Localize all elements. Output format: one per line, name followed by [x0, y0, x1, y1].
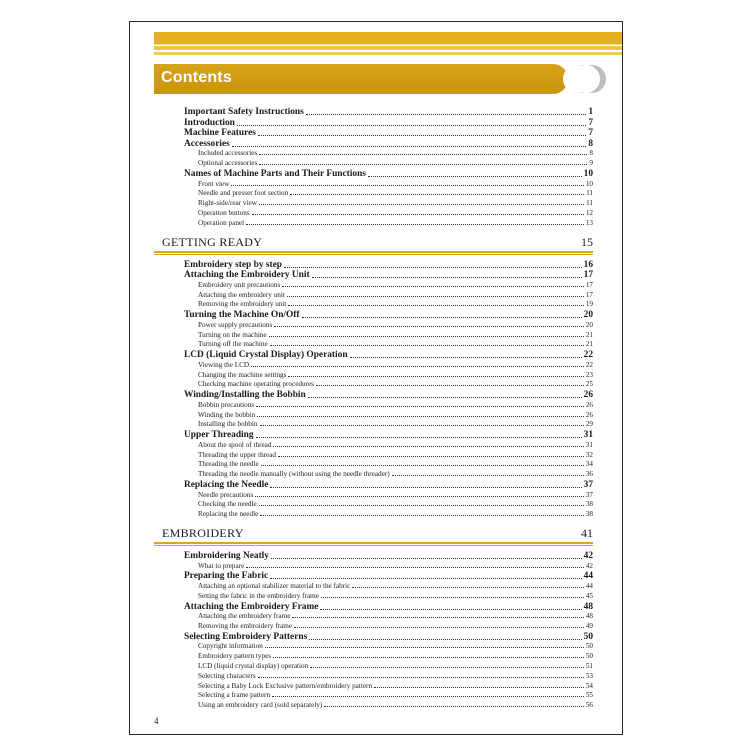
dot-leader [269, 336, 584, 337]
toc-heading-entry[interactable] [184, 390, 593, 401]
toc-entry-page: 26 [583, 390, 593, 401]
toc-entry-title: Replacing the Needle [184, 480, 269, 490]
toc-subentry[interactable] [198, 180, 593, 189]
toc-entry-title: Winding/Installing the Bobbin [184, 390, 306, 401]
section-header [154, 235, 593, 251]
toc-entry-page: 12 [585, 209, 593, 217]
toc-subentry[interactable] [198, 642, 593, 651]
toc-entry-title: Attaching an optional stabilizer material to the fabric [198, 582, 351, 590]
toc-entry-page: 37 [583, 480, 593, 490]
toc-subentry[interactable] [198, 701, 593, 710]
toc-entry-title: Attaching the Embroidery Frame [184, 601, 319, 612]
dot-leader [312, 277, 582, 278]
toc-entry-title: Turning on the machine [198, 330, 267, 339]
toc-entry-page: 19 [585, 300, 593, 309]
dot-leader [270, 487, 581, 488]
toc-entry-page: 31 [583, 430, 593, 441]
toc-entry-page: 53 [585, 671, 593, 680]
toc-entry-title: Winding the bobbin [198, 410, 256, 419]
toc-heading-entry[interactable] [184, 107, 593, 118]
toc-entry-page: 1 [588, 107, 593, 117]
dot-leader [259, 164, 587, 165]
toc-subentry[interactable] [198, 470, 593, 479]
toc-entry-title: Embroidery step by step [184, 259, 283, 270]
toc-entry-page: 10 [583, 169, 593, 179]
toc-entry-title: What to prepare [198, 561, 245, 570]
toc-heading-entry[interactable] [184, 310, 593, 321]
dot-leader [259, 154, 587, 155]
toc-entry-title: Turning off the machine [198, 340, 268, 349]
toc-entry-title: Upper Threading [184, 430, 254, 441]
toc-entry-title: Removing the embroidery frame [198, 622, 293, 630]
toc-entry-page: 42 [585, 561, 593, 570]
toc-subentry[interactable] [198, 672, 593, 681]
toc-entry-title: Selecting a frame pattern [198, 691, 271, 700]
dot-leader [272, 696, 584, 697]
toc-entry-title: Setting the fabric in the embroidery frame [198, 591, 319, 600]
toc-heading-entry[interactable] [184, 632, 593, 643]
page-number: 4 [154, 716, 159, 726]
toc-subentry[interactable] [198, 189, 593, 198]
toc-entry-title: Embroidering Neatly [184, 551, 269, 561]
crescent-ornament [578, 65, 606, 93]
dot-leader [374, 687, 584, 688]
dot-leader [270, 345, 584, 346]
dot-leader [246, 567, 584, 568]
section-header [154, 526, 593, 542]
toc-entry-title: Power supply precautions [198, 320, 273, 329]
section-rule [154, 545, 593, 546]
toc-entry-page: 36 [585, 470, 593, 479]
toc-entry-title: LCD (liquid crystal display) operation [198, 662, 309, 670]
toc-entry-title: Removing the embroidery unit [198, 300, 287, 309]
toc-entry-page: 55 [585, 691, 593, 700]
dot-leader [256, 437, 582, 438]
toc-entry-title: LCD (Liquid Crystal Display) Operation [184, 350, 348, 361]
dot-leader [273, 446, 583, 447]
toc-entry-page: 31 [585, 440, 593, 449]
toc-entry-page: 11 [586, 199, 593, 208]
toc-entry-page: 9 [589, 159, 593, 168]
toc-entry-title: Installing the bobbin [198, 420, 258, 429]
toc-entry-page: 22 [583, 350, 593, 361]
toc-entry-page: 38 [585, 500, 593, 509]
toc-entry-title: Optional accessories [198, 159, 258, 168]
toc-entry-page: 21 [585, 330, 593, 339]
dot-leader [290, 194, 584, 195]
toc-heading-entry[interactable] [184, 118, 593, 129]
dot-leader [255, 496, 584, 497]
toc-heading-entry[interactable] [184, 169, 593, 180]
toc-entry-page: 48 [585, 612, 593, 621]
toc-entry-page: 45 [585, 591, 593, 600]
toc-entry-page: 8 [588, 138, 593, 149]
toc-subentry[interactable] [198, 291, 593, 300]
toc-entry-title: Needle precautions [198, 490, 254, 499]
toc-entry-title: Turning the Machine On/Off [184, 310, 300, 321]
toc-subentry[interactable] [198, 491, 593, 500]
toc-entry-page: 17 [583, 270, 593, 281]
toc-subentry[interactable] [198, 401, 593, 410]
toc-entry-page: 29 [585, 420, 593, 429]
dot-leader [259, 505, 584, 506]
toc-heading-entry[interactable] [184, 602, 593, 613]
dot-leader [288, 376, 583, 377]
toc-entry-title: Embroidery unit precautions [198, 280, 281, 289]
dot-leader [271, 558, 582, 559]
toc-entry-title: Operation buttons [198, 209, 250, 217]
toc-subentry[interactable] [198, 682, 593, 691]
toc-subentry[interactable] [198, 622, 593, 631]
dot-leader [310, 667, 584, 668]
toc-entry-title: Accessories [184, 138, 230, 149]
toc-entry-title: Included accessories [198, 149, 258, 158]
toc-entry-title: Introduction [184, 117, 235, 128]
toc-subentry[interactable] [198, 460, 593, 469]
toc-subentry[interactable] [198, 592, 593, 601]
toc-entry-page: 7 [588, 117, 593, 128]
toc-entry-page: 25 [585, 380, 593, 389]
toc-entry-title: Bobbin precautions [198, 400, 255, 409]
toc-entry-title: Needle and presser foot section [198, 189, 289, 198]
toc-subentry[interactable] [198, 691, 593, 700]
toc-entry-page: 22 [585, 360, 593, 369]
toc-entry-title: Embroidery pattern types [198, 652, 272, 661]
top-decorative-bar [154, 32, 622, 50]
dot-leader [282, 286, 584, 287]
dot-leader [260, 515, 584, 516]
toc-subentry[interactable] [198, 371, 593, 380]
toc-subentry[interactable] [198, 582, 593, 591]
toc-subentry[interactable] [198, 199, 593, 208]
toc-heading-entry[interactable] [184, 270, 593, 281]
toc-entry-title: Replacing the needle [198, 510, 259, 519]
dot-leader [350, 357, 582, 358]
toc-entry-title: Selecting Embroidery Patterns [184, 631, 308, 642]
toc-heading-entry[interactable] [184, 430, 593, 441]
toc-entry-page: 21 [585, 340, 593, 349]
toc-subentry[interactable] [198, 361, 593, 370]
toc-entry-page: 37 [585, 490, 593, 499]
toc-subentry[interactable] [198, 612, 593, 621]
toc-entry-page: 10 [585, 179, 593, 188]
page-title: Contents [161, 69, 232, 86]
dot-leader [294, 627, 584, 628]
dot-leader [258, 135, 586, 136]
dot-leader [252, 214, 584, 215]
toc-entry-title: Threading the upper thread [198, 450, 277, 459]
dot-leader [237, 125, 586, 126]
dot-leader [284, 267, 582, 268]
toc-entry-page: 49 [585, 622, 593, 630]
toc-entry-page: 50 [583, 631, 593, 642]
toc-entry-title: Viewing the LCD [198, 360, 250, 369]
toc-heading-entry[interactable] [184, 260, 593, 271]
toc-entry-title: Preparing the Fabric [184, 571, 269, 582]
toc-subentry[interactable] [198, 420, 593, 429]
toc-subentry[interactable] [198, 500, 593, 509]
toc-entry-page: 56 [585, 701, 593, 710]
manual-page [129, 21, 623, 735]
section-page: 41 [581, 526, 593, 540]
toc-entry-title: Checking the needle [198, 500, 257, 509]
dot-leader [231, 185, 583, 186]
toc-heading-entry[interactable] [184, 571, 593, 582]
toc-entry-page: 32 [585, 450, 593, 459]
dot-leader [368, 176, 582, 177]
dot-leader [258, 677, 584, 678]
toc-subentry[interactable] [198, 441, 593, 450]
toc-entry-page: 42 [583, 551, 593, 561]
toc-subentry[interactable] [198, 331, 593, 340]
toc-entry-title: Attaching the embroidery unit [198, 290, 285, 299]
dot-leader [246, 224, 584, 225]
toc-entry-page: 26 [585, 400, 593, 409]
dot-leader [292, 617, 583, 618]
toc-entry-page: 16 [583, 259, 593, 270]
dot-leader [392, 475, 584, 476]
toc-entry-page: 17 [585, 280, 593, 289]
toc-entry-title: Important Safety Instructions [184, 107, 304, 117]
toc-heading-entry[interactable] [184, 480, 593, 491]
toc-entry-page: 44 [585, 582, 593, 590]
toc-subentry[interactable] [198, 219, 593, 228]
toc-entry-title: Selecting a Baby Lock Exclusive pattern/embroidery pattern [198, 681, 373, 690]
dot-leader [260, 425, 584, 426]
toc-entry-page: 54 [585, 681, 593, 690]
toc-heading-entry[interactable] [184, 551, 593, 562]
toc-heading-entry[interactable] [184, 350, 593, 361]
toc-entry-page: 23 [585, 370, 593, 379]
section-page: 15 [581, 234, 593, 249]
dot-leader [320, 609, 581, 610]
toc-subentry[interactable] [198, 652, 593, 661]
dot-leader [257, 416, 584, 417]
section-rule [154, 542, 593, 544]
toc-entry-page: 11 [586, 189, 593, 198]
dot-leader [306, 114, 587, 115]
toc-entry-title: Checking machine operating procedures [198, 380, 314, 389]
dot-leader [308, 397, 582, 398]
dot-leader [232, 146, 586, 147]
toc-subentry[interactable] [198, 209, 593, 218]
toc-entry-page: 34 [585, 460, 593, 469]
section-title: EMBROIDERY [162, 526, 244, 540]
top-decorative-line [154, 52, 622, 55]
toc-entry-page: 50 [585, 652, 593, 661]
toc-entry-title: Machine Features [184, 128, 256, 139]
toc-entry-title: Right-side/rear view [198, 199, 257, 208]
dot-leader [324, 706, 583, 707]
contents-banner [154, 64, 568, 94]
toc-subentry[interactable] [198, 662, 593, 671]
toc-entry-title: Threading the needle [198, 460, 259, 469]
toc-entry-page: 20 [583, 310, 593, 321]
toc-subentry[interactable] [198, 281, 593, 290]
dot-leader [321, 597, 584, 598]
toc-subentry[interactable] [198, 411, 593, 420]
toc-subentry[interactable] [198, 149, 593, 158]
dot-leader [259, 204, 584, 205]
dot-leader [265, 647, 584, 648]
dot-leader [273, 657, 584, 658]
toc-entry-page: 48 [583, 601, 593, 612]
toc-entry-title: Attaching the Embroidery Unit [184, 270, 310, 281]
toc-entry-page: 26 [585, 410, 593, 419]
section-rule [154, 251, 593, 253]
dot-leader [287, 296, 584, 297]
dot-leader [288, 305, 583, 306]
toc-entry-title: Threading the needle manually (without using the needle threader) [198, 470, 390, 479]
dot-leader [274, 326, 584, 327]
toc-entry-page: 51 [585, 662, 593, 670]
toc-entry-page: 17 [585, 290, 593, 299]
toc-subentry[interactable] [198, 321, 593, 330]
dot-leader [302, 317, 582, 318]
toc-entry-title: Front view [198, 179, 230, 188]
toc-subentry[interactable] [198, 340, 593, 349]
toc-entry-page: 50 [585, 642, 593, 651]
toc-subentry[interactable] [198, 451, 593, 460]
toc-entry-page: 13 [585, 218, 593, 227]
toc-entry-title: About the spool of thread [198, 440, 272, 449]
section-title: GETTING READY [162, 234, 263, 249]
dot-leader [256, 406, 584, 407]
toc-heading-entry[interactable] [184, 139, 593, 150]
toc-entry-title: Names of Machine Parts and Their Functions [184, 169, 366, 179]
toc-entry-title: Attaching the embroidery frame [198, 612, 291, 621]
toc-entry-title: Changing the machine settings [198, 370, 287, 379]
toc-subentry[interactable] [198, 380, 593, 389]
toc-entry-page: 38 [585, 510, 593, 519]
toc-heading-entry[interactable] [184, 128, 593, 139]
dot-leader [309, 639, 581, 640]
toc-entry-title: Selecting characters [198, 671, 256, 680]
toc-entry-title: Copyright information [198, 642, 263, 651]
toc-entry-page: 8 [589, 149, 593, 158]
section-rule [154, 254, 593, 255]
dot-leader [261, 465, 584, 466]
toc-entry-page: 20 [585, 320, 593, 329]
toc-entry-page: 7 [588, 128, 593, 139]
toc-entry-title: Operation panel [198, 218, 245, 227]
toc-entry-title: Using an embroidery card (sold separately) [198, 701, 323, 710]
dot-leader [251, 366, 584, 367]
dot-leader [278, 456, 584, 457]
toc-subentry[interactable] [198, 562, 593, 571]
toc-subentry[interactable] [198, 159, 593, 168]
toc-entry-page: 44 [583, 571, 593, 582]
toc-subentry[interactable] [198, 510, 593, 519]
dot-leader [352, 587, 584, 588]
toc-subentry[interactable] [198, 300, 593, 309]
dot-leader [316, 385, 584, 386]
dot-leader [270, 578, 581, 579]
